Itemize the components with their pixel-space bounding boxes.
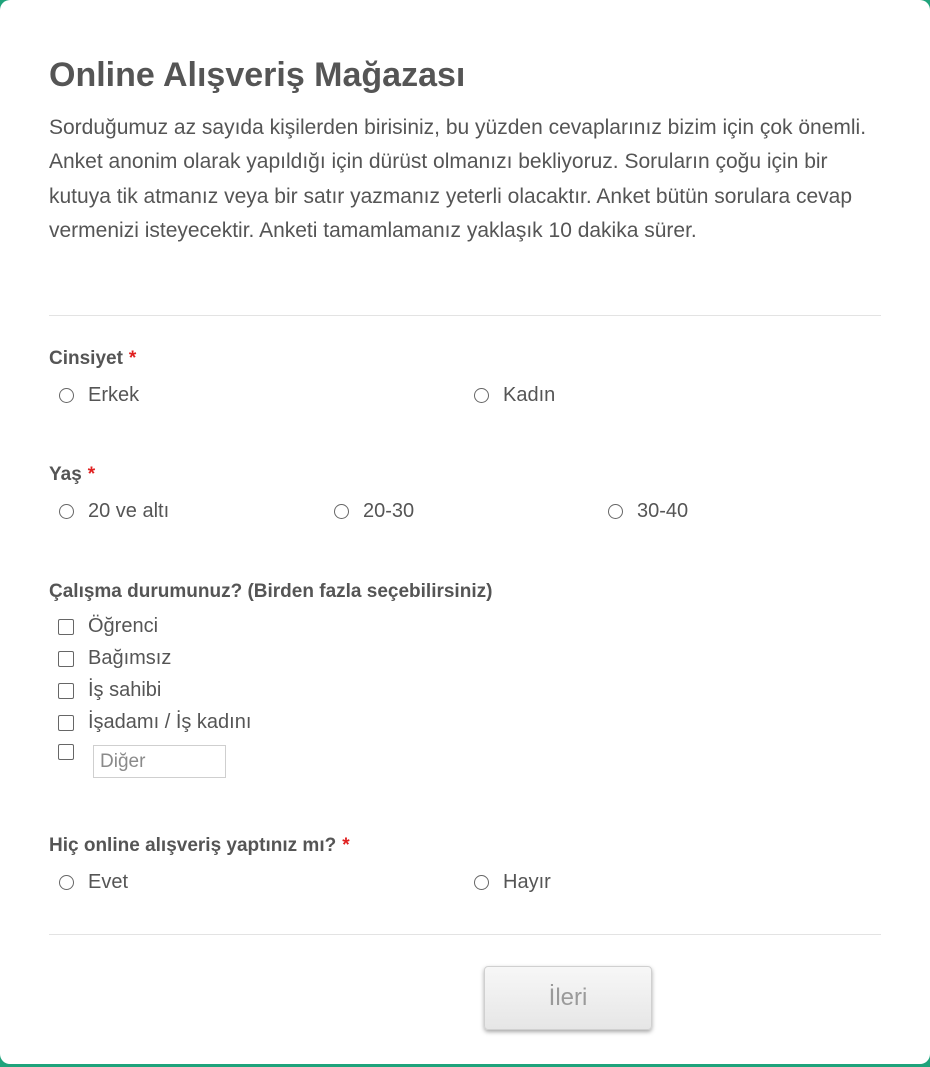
checkbox[interactable] [58,715,74,731]
checkbox[interactable] [58,619,74,635]
option-label: Erkek [88,384,140,406]
header-divider [49,315,881,316]
age-option-20-30[interactable] [334,500,414,523]
gender-option-kadin[interactable] [474,384,555,407]
option-label: 30-40 [637,500,689,522]
employment-option-is-sahibi[interactable] [58,679,161,702]
gender-option-erkek[interactable] [59,384,139,407]
option-label: Evet [88,871,129,893]
question-employment-label: Çalışma durumunuz? (Birden fazla seçebilirsiniz) [49,581,493,602]
question-online-shopping-text: Hiç online alışveriş yaptınız mı? [49,835,337,856]
employment-option-isadami[interactable] [58,711,251,734]
radio-button[interactable] [474,875,489,890]
checkbox[interactable] [58,744,74,760]
option-label: Hayır [503,871,551,893]
option-label: 20-30 [363,500,415,522]
employment-option-ogrenci[interactable] [58,615,158,638]
form-title: Online Alışveriş Mağazası [49,56,466,94]
footer-divider [49,934,881,935]
question-gender-label [49,348,136,370]
option-label: Kadın [503,384,556,406]
online-shopping-option-hayir[interactable] [474,871,551,894]
employment-option-other[interactable] [58,744,88,760]
other-text-input[interactable] [93,745,226,778]
radio-button[interactable] [59,388,74,403]
radio-button[interactable] [59,875,74,890]
checkbox[interactable] [58,651,74,667]
question-online-shopping-label [49,835,350,857]
radio-button[interactable] [59,504,74,519]
age-option-30-40[interactable] [608,500,688,523]
radio-button[interactable] [474,388,489,403]
option-label: İşadamı / İş kadını [88,711,252,733]
option-label: Bağımsız [88,647,172,669]
required-marker: * [342,835,350,856]
required-marker: * [87,464,96,485]
radio-button[interactable] [608,504,623,519]
option-label: 20 ve altı [88,500,170,522]
next-button[interactable]: İleri [484,966,652,1030]
option-label: İş sahibi [88,679,162,701]
required-marker: * [128,348,137,369]
question-gender-text: Cinsiyet [49,348,123,369]
question-age-label [49,464,95,486]
employment-option-bagimsiz[interactable] [58,647,171,670]
form-description: Sorduğumuz az sayıda kişilerden birisiniz, bu yüzden cevaplarınız bizim için çok önemli. Anket anonim olarak yapıldığı için dürüst olmanızı bekliyoruz. Soruların çoğu için bir kutuya tik atmanız veya bir satır yazmanız yeterli olacaktır. Anket bütün sorulara cevap vermenizi isteyecektir. Anketi tamamlamanız yaklaşık 10 dakika sürer. [49,116,867,242]
age-option-20-under[interactable] [59,500,169,523]
checkbox[interactable] [58,683,74,699]
online-shopping-option-evet[interactable] [59,871,128,894]
question-age-text: Yaş [49,464,82,485]
radio-button[interactable] [334,504,349,519]
option-label: Öğrenci [88,615,159,637]
